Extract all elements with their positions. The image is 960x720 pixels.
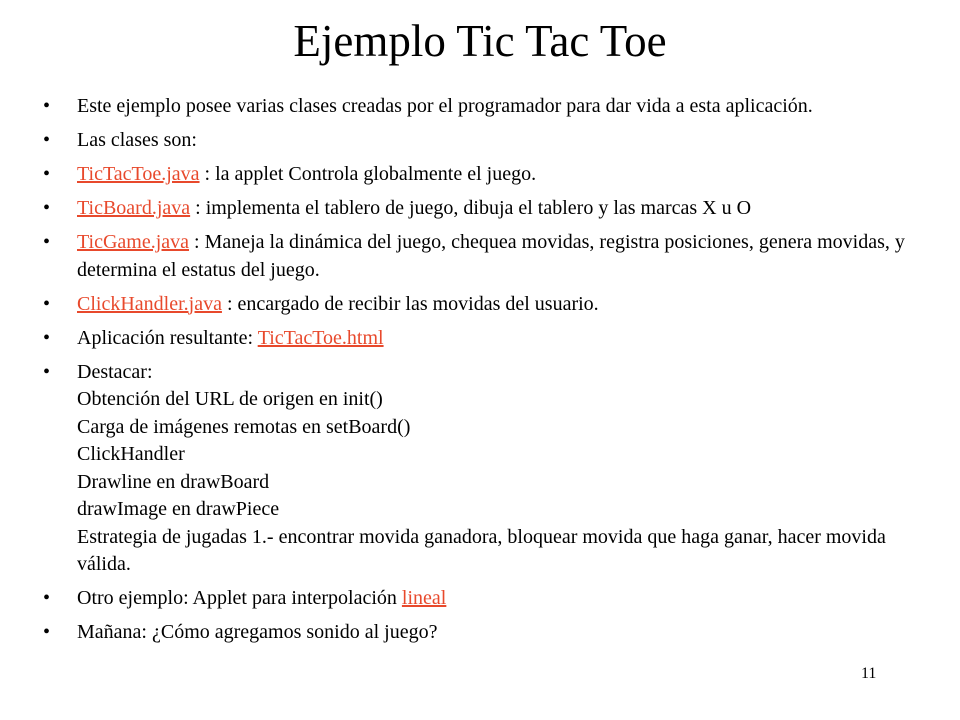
bullet-text: : la applet Controla globalmente el juego. bbox=[199, 163, 537, 185]
bullet-item-other-example bbox=[43, 585, 943, 613]
bullet-dot: • bbox=[43, 621, 51, 643]
bullet-text: : encargado de recibir las movidas del usuario. bbox=[221, 292, 599, 315]
highlight-line: Obtención del URL de origen en init() bbox=[77, 388, 383, 410]
bullet-text: Otro ejemplo: Applet para interpolación bbox=[77, 587, 402, 609]
bullet-item-resulting-app bbox=[43, 325, 943, 353]
bullet-dot: • bbox=[43, 360, 51, 383]
bullet-item-intro bbox=[43, 93, 943, 121]
bullet-item-clickhandler-java bbox=[43, 291, 943, 319]
bullet-text: Este ejemplo posee varias clases creadas por el programador para dar vida a esta aplicación. bbox=[77, 95, 813, 117]
bullet-dot: • bbox=[43, 231, 51, 253]
bullet-item-tictactoe-java bbox=[43, 161, 943, 189]
tictactoe-html-link[interactable]: TicTacToe.html bbox=[257, 326, 384, 349]
lineal-link[interactable]: lineal bbox=[401, 587, 447, 609]
highlight-line: Drawline en drawBoard bbox=[77, 470, 270, 493]
bullet-text: Destacar: bbox=[77, 360, 153, 383]
bullet-item-ticboard-java bbox=[43, 195, 943, 223]
bullet-text: Mañana: ¿Cómo agregamos sonido al juego? bbox=[77, 621, 438, 643]
bullet-text: : Maneja la dinámica del juego, chequea movidas, registra posiciones, genera movidas, y determina el estatus del juego. bbox=[77, 231, 905, 281]
tictactoe-java-link[interactable]: TicTacToe.java bbox=[77, 163, 200, 185]
bullet-dot: • bbox=[43, 587, 51, 609]
bullet-item-ticgame-java bbox=[43, 229, 943, 284]
ticboard-java-link[interactable]: TicBoard.java bbox=[77, 197, 191, 219]
slide-title: Ejemplo Tic Tac Toe bbox=[293, 16, 667, 66]
bullet-dot: • bbox=[43, 163, 51, 185]
highlight-line: drawImage en drawPiece bbox=[77, 498, 280, 520]
bullet-text: : implementa el tablero de juego, dibuja el tablero y las marcas X u O bbox=[190, 197, 752, 219]
bullet-item-classes bbox=[43, 127, 943, 155]
ticgame-java-link[interactable]: TicGame.java bbox=[77, 231, 190, 253]
bullet-dot: • bbox=[43, 95, 51, 117]
clickhandler-java-link[interactable]: ClickHandler.java bbox=[77, 292, 222, 315]
highlight-line: Carga de imágenes remotas en setBoard() bbox=[77, 415, 411, 438]
highlight-line: ClickHandler bbox=[77, 443, 185, 465]
bullet-dot: • bbox=[43, 326, 51, 349]
bullet-list bbox=[43, 93, 943, 653]
bullet-dot: • bbox=[43, 197, 51, 219]
page-number: 11 bbox=[861, 665, 877, 682]
bullet-text: Aplicación resultante: bbox=[77, 326, 258, 349]
bullet-item-tomorrow bbox=[43, 619, 943, 647]
highlight-line: Estrategia de jugadas 1.- encontrar movida ganadora, bloquear movida que haga ganar, hacer movida válida. bbox=[77, 525, 886, 575]
bullet-dot: • bbox=[43, 292, 51, 315]
bullet-dot: • bbox=[43, 129, 51, 151]
bullet-item-highlights bbox=[43, 359, 943, 579]
bullet-text: Las clases son: bbox=[77, 129, 197, 151]
